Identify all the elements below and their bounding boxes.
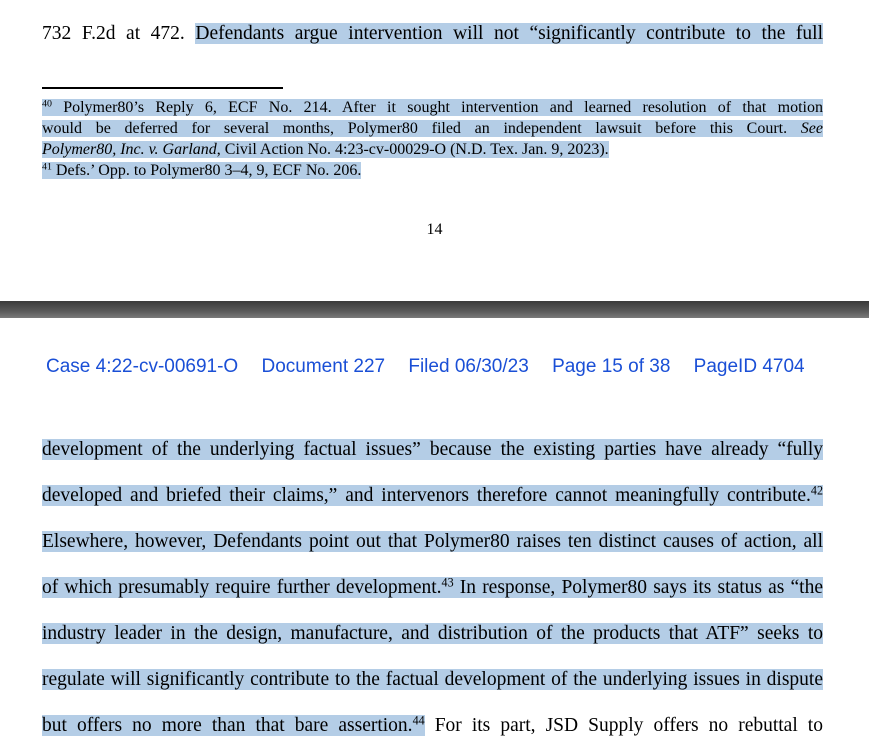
- highlighted-text: Defendants argue intervention will not “significantly contribute to the full: [195, 23, 823, 44]
- footnote-number: 41: [42, 161, 52, 173]
- footnote-40-line-1: $^{40}$ Polymer80’s Reply 6, ECF No. 214. After it sought intervention and learned resolution of that motion: [42, 98, 823, 116]
- footnote-reference[interactable]: 44: [412, 713, 425, 728]
- filed-date: Filed 06/30/23: [408, 356, 529, 377]
- body-text-line: developed and briefed their claims,” and intervenors therefore cannot meaningfully contribute.$^{42}$: [42, 483, 823, 506]
- footnote-reference[interactable]: 43: [441, 575, 454, 590]
- footnote-41-line-1: $^{41}$ Defs.’ Opp. to Polymer80 3–4, 9, ECF No. 206.: [42, 161, 362, 179]
- page-separator: [0, 301, 869, 318]
- body-text-line: but offers no more than that bare assertion.$^{44}$ For its part, JSD Supply offers no rebuttal to: [42, 713, 823, 736]
- body-text-line: [42, 22, 823, 46]
- footnote-number: 40: [42, 98, 52, 110]
- ecf-header: [46, 356, 846, 378]
- footnote-40-line-3: Polymer80, Inc. v. Garland, Civil Action No. 4:23-cv-00029-O (N.D. Tex. Jan. 9, 2023).: [42, 141, 609, 158]
- footnote-reference[interactable]: 42: [810, 483, 823, 498]
- body-text-line: Elsewhere, however, Defendants point out that Polymer80 raises ten distinct causes of action, all: [42, 531, 823, 552]
- body-text-line: development of the underlying factual issues” because the existing parties have already “fully: [42, 439, 823, 460]
- page-id: PageID 4704: [693, 356, 805, 377]
- page-number: 14: [426, 221, 443, 238]
- page-14: [0, 0, 869, 301]
- footnote-40-line-2: would be deferred for several months, Polymer80 filed an independent lawsuit before this Court. See: [42, 120, 823, 137]
- document-number: Document 227: [261, 356, 386, 377]
- citation-text: 732 F.2d at 472.: [42, 23, 196, 44]
- body-text-line: industry leader in the design, manufacture, and distribution of the products that ATF” seeks to: [42, 623, 823, 644]
- footnote-separator: [42, 87, 283, 89]
- page-count: Page 15 of 38: [552, 356, 671, 377]
- body-text-line: of which presumably require further development.$^{43}$ In response, Polymer80 says its status as “the: [42, 575, 823, 598]
- body-text-line: regulate will significantly contribute to the factual development of the underlying issues in dispute: [42, 669, 823, 690]
- case-number: Case 4:22-cv-00691-O: [46, 356, 239, 377]
